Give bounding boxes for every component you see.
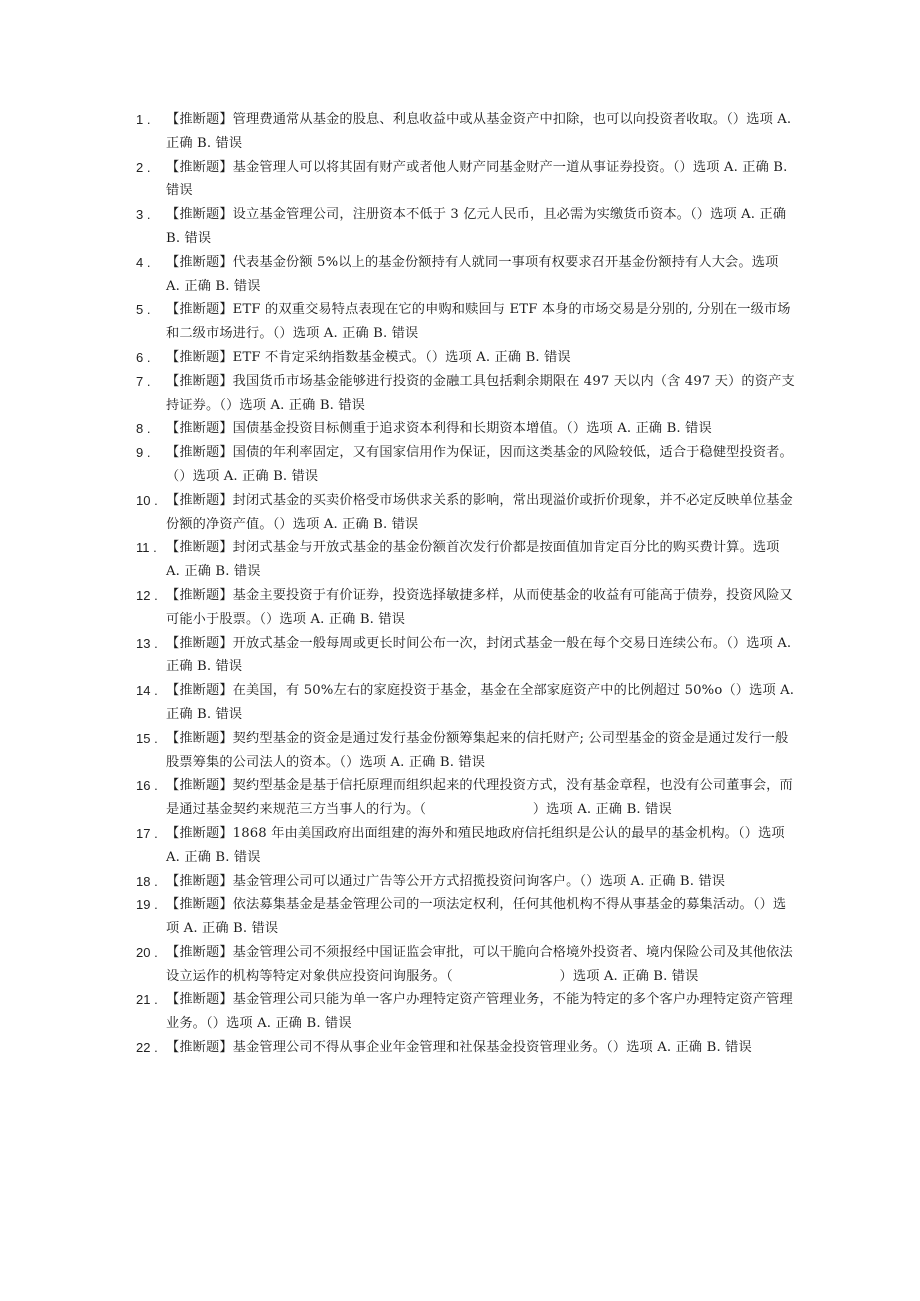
question-number: 12 . <box>136 587 158 603</box>
question-number: 8 . <box>136 421 151 437</box>
question-text: 【推断题】1868 年由美国政府出面组建的海外和殖民地政府信托组织是公认的最早的基金机构。（）选项 A. 正确 B. 错误 <box>166 825 785 865</box>
question-text: 【推断题】依法募集基金是基金管理公司的一项法定权利，任何其他机构不得从事基金的募集活动。（）选项 A. 正确 B. 错误 <box>166 897 787 937</box>
question-text: 【推断题】基金管理人可以将其固有财产或者他人财产同基金财产一道从事证券投资。（）选项 A. 正确 B. 错误 <box>166 159 788 199</box>
question-number: 2 . <box>136 159 151 175</box>
question-number: 5 . <box>136 302 151 318</box>
question-item <box>136 893 796 941</box>
question-number: 21 . <box>136 992 158 1008</box>
question-number: 17 . <box>136 825 158 841</box>
question-number: 3 . <box>136 207 151 223</box>
question-number: 11 . <box>136 540 157 556</box>
question-item <box>136 727 796 775</box>
question-item <box>136 346 796 370</box>
question-text: 【推断题】基金主要投资于有价证券，投资选择敏捷多样，从而使基金的收益有可能高于债券，投资风险又可能小于股票。（）选项 A. 正确 B. 错误 <box>166 587 793 627</box>
question-number: 19 . <box>136 897 158 913</box>
question-item <box>136 774 796 822</box>
question-number: 20 . <box>136 944 158 960</box>
question-text: 【推断题】ETF 的双重交易特点表现在它的申购和赎回与 ETF 本身的市场交易是分别的, 分别在一级市场和二级市场进行。（）选项 A. 正确 B. 错误 <box>166 302 791 342</box>
question-text: 【推断题】契约型基金是基于信托原理而组织起来的代理投资方式，没有基金章程，也没有公司董事会，而是通过基金契约来规范三方当事人的行为。（ ）选项 A. 正确 B. 错误 <box>166 778 793 818</box>
question-text: 【推断题】ETF 不肯定采纳指数基金模式。（）选项 A. 正确 B. 错误 <box>166 349 571 365</box>
question-list <box>136 108 796 1060</box>
question-item <box>136 441 796 489</box>
question-item <box>136 489 796 537</box>
question-item <box>136 108 796 156</box>
question-text: 【推断题】基金管理公司不须报经中国证监会审批，可以干脆向合格境外投资者、境内保险公司及其他依法设立运作的机构等特定对象供应投资问询服务。（ ）选项 A. 正确 B. 错误 <box>166 944 793 984</box>
question-number: 15 . <box>136 730 158 746</box>
question-text: 【推断题】契约型基金的资金是通过发行基金份额筹集起来的信托财产; 公司型基金的资金是通过发行一般股票筹集的公司法人的资本。（）选项 A. 正确 B. 错误 <box>166 730 789 770</box>
question-number: 7 . <box>136 373 151 389</box>
question-number: 18 . <box>136 873 158 889</box>
question-text: 【推断题】开放式基金一般每周或更长时间公布一次，封闭式基金一般在每个交易日连续公布。（）选项 A. 正确 B. 错误 <box>166 635 792 675</box>
question-item <box>136 988 796 1036</box>
question-number: 6 . <box>136 349 151 365</box>
question-item <box>136 679 796 727</box>
question-text: 【推断题】封闭式基金与开放式基金的基金份额首次发行价都是按面值加肯定百分比的购买费计算。选项 A. 正确 B. 错误 <box>166 540 780 580</box>
question-text: 【推断题】在美国，有 50%左右的家庭投资于基金，基金在全部家庭资产中的比例超过 50%o（）选项 A. 正确 B. 错误 <box>166 683 795 722</box>
question-number: 14 . <box>136 683 158 699</box>
question-item <box>136 251 796 299</box>
question-text: 【推断题】代表基金份额 5%以上的基金份额持有人就同一事项有权要求召开基金份额持有人大会。选项 A. 正确 B. 错误 <box>166 254 779 294</box>
question-text: 【推断题】设立基金管理公司，注册资本不低于 3 亿元人民币，且必需为实缴货币资本。（）选项 A. 正确 B. 错误 <box>166 207 787 246</box>
question-text: 【推断题】我国货币市场基金能够进行投资的金融工具包括剩余期限在 497 天以内（含 497 天）的资产支持证券。（）选项 A. 正确 B. 错误 <box>166 373 795 413</box>
question-number: 9 . <box>136 445 151 461</box>
question-number: 22 . <box>136 1040 158 1056</box>
question-item <box>136 870 796 894</box>
question-number: 4 . <box>136 254 151 270</box>
question-item <box>136 417 796 441</box>
question-item <box>136 536 796 584</box>
question-item <box>136 298 796 346</box>
question-text: 【推断题】国债基金投资目标侧重于追求资本利得和长期资本增值。（）选项 A. 正确 B. 错误 <box>166 421 712 437</box>
question-text: 【推断题】国债的年利率固定，又有国家信用作为保证，因而这类基金的风险较低，适合于稳健型投资者。（）选项 A. 正确 B. 错误 <box>166 445 793 484</box>
question-item <box>136 203 796 251</box>
question-item <box>136 1036 796 1060</box>
question-item <box>136 584 796 632</box>
question-text: 【推断题】管理费通常从基金的股息、利息收益中或从基金资产中扣除，也可以向投资者收取。（）选项 A. 正确 B. 错误 <box>166 112 792 151</box>
question-item <box>136 156 796 204</box>
question-item <box>136 941 796 989</box>
question-number: 13 . <box>136 635 158 651</box>
question-item <box>136 822 796 870</box>
question-text: 【推断题】基金管理公司只能为单一客户办理特定资产管理业务，不能为特定的多个客户办理特定资产管理业务。（）选项 A. 正确 B. 错误 <box>166 992 793 1032</box>
question-number: 16 . <box>136 778 158 794</box>
question-number: 10 . <box>136 492 158 508</box>
question-item <box>136 370 796 418</box>
question-text: 【推断题】封闭式基金的买卖价格受市场供求关系的影响，常出现溢价或折价现象，并不必定反映单位基金份额的净资产值。（）选项 A. 正确 B. 错误 <box>166 492 793 532</box>
question-text: 【推断题】基金管理公司不得从事企业年金管理和社保基金投资管理业务。（）选项 A. 正确 B. 错误 <box>166 1040 752 1056</box>
question-text: 【推断题】基金管理公司可以通过广告等公开方式招揽投资问询客户。（）选项 A. 正确 B. 错误 <box>166 873 726 889</box>
question-number: 1 . <box>136 112 151 127</box>
question-item <box>136 632 796 680</box>
